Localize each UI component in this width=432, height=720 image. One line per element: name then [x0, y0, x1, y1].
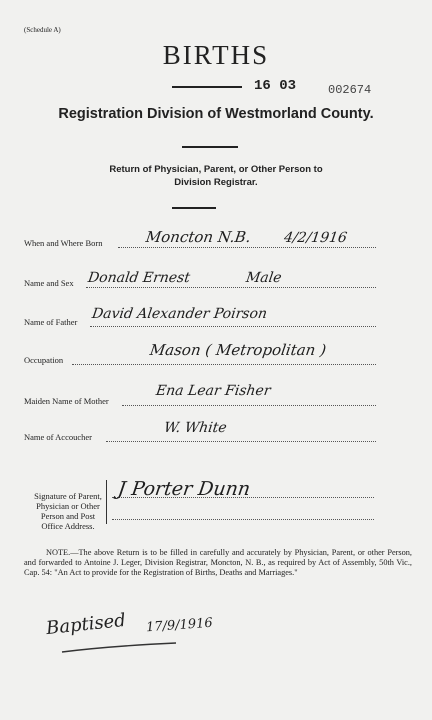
- title-divider: [172, 86, 242, 88]
- mother-label: Maiden Name of Mother: [24, 396, 109, 406]
- born-date-value: 4/2/1916: [282, 230, 349, 246]
- accoucher-value: W. White: [162, 420, 228, 436]
- registration-note: NOTE.—The above Return is to be filled in carefully and accurately by Physician, Parent, or other Person, and forwarded to Antoine J. Leger, Division Registrar, Moncton, N. B., as required by Act of Assembly, 50th Vic., Cap. 54: "An Act to provide for the Registration of Births, Deaths and Marriages.": [24, 548, 412, 577]
- return-line-1: Return of Physician, Parent, or Other Person to: [109, 164, 323, 175]
- schedule-label: (Schedule A): [24, 26, 61, 34]
- page-title: BIRTHS: [162, 40, 270, 70]
- signature-dotted-line-2: [112, 519, 374, 520]
- born-place-value: Moncton N.B.: [144, 228, 252, 246]
- father-value: David Alexander Poirson: [90, 306, 269, 322]
- return-divider: [172, 207, 216, 209]
- division-divider: [182, 146, 238, 148]
- child-name-value: Donald Ernest: [86, 270, 192, 286]
- born-label: When and Where Born: [24, 238, 103, 248]
- serial-number: 002674: [328, 83, 372, 97]
- return-line-2: Division Registrar.: [174, 177, 258, 188]
- accoucher-label: Name of Accoucher: [24, 432, 92, 442]
- signature-label: Signature of Parent, Physician or Other Person and Post Office Address.: [34, 491, 102, 531]
- baptism-date: 17/9/1916: [145, 615, 214, 636]
- name-sex-dotted-line: [86, 287, 376, 288]
- mother-dotted-line: [122, 405, 376, 406]
- occupation-dotted-line: [72, 364, 376, 365]
- born-dotted-line: [118, 247, 376, 248]
- mother-value: Ena Lear Fisher: [154, 383, 272, 399]
- occupation-label: Occupation: [24, 355, 64, 365]
- stamp-number: 16 03: [254, 78, 297, 94]
- return-subheading: [0, 163, 432, 189]
- registration-division-heading: Registration Division of Westmorland County.: [58, 106, 374, 122]
- occupation-value: Mason ( Metropolitan ): [148, 341, 328, 359]
- baptism-label: Baptised: [45, 609, 127, 640]
- baptism-underline: [60, 640, 180, 656]
- sex-value: Male: [244, 270, 283, 286]
- father-dotted-line: [90, 326, 376, 327]
- name-sex-label: Name and Sex: [24, 278, 74, 288]
- father-label: Name of Father: [24, 317, 78, 327]
- accoucher-dotted-line: [106, 441, 376, 442]
- signature-value: J Porter Dunn: [116, 478, 252, 500]
